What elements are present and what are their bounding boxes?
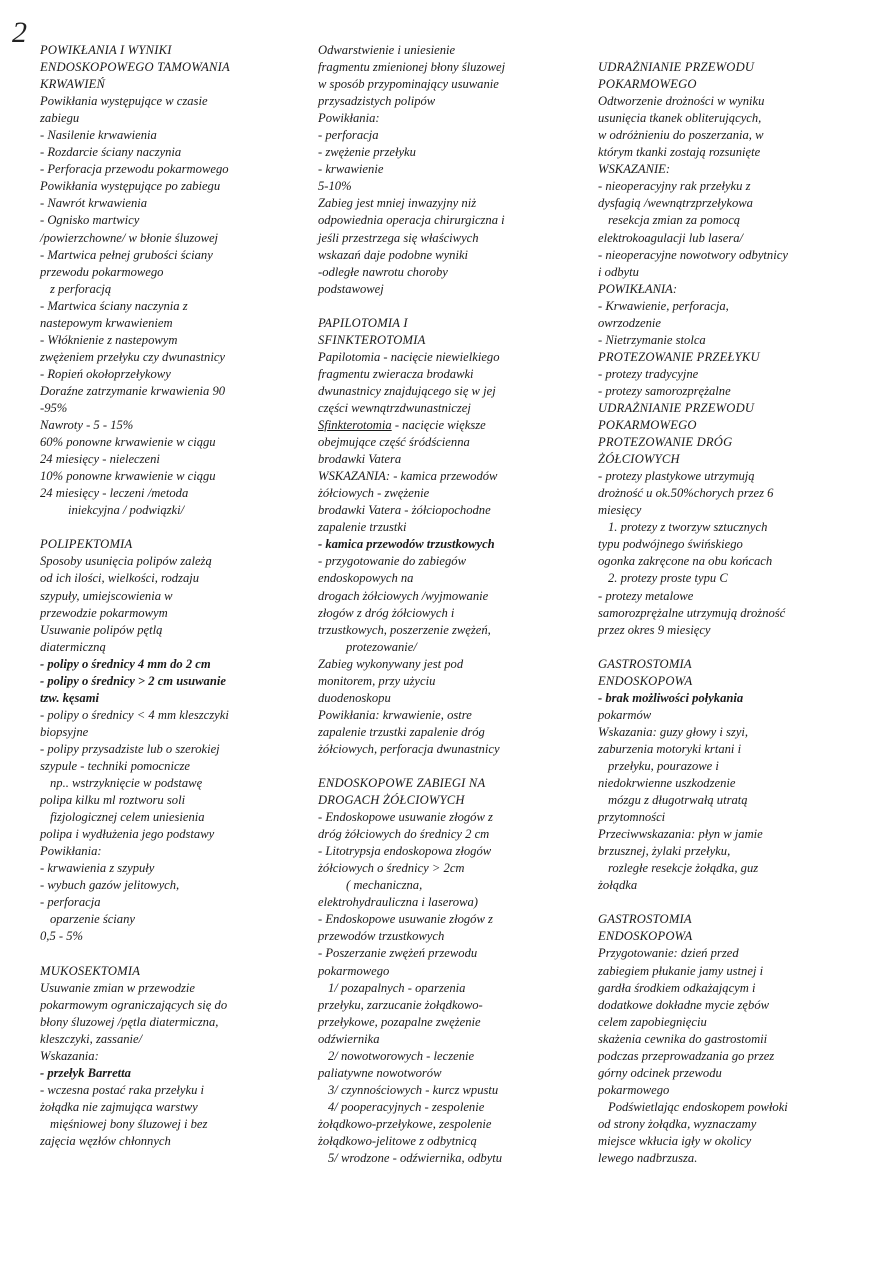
text-line: Powikłania: krwawienie, ostre <box>318 707 472 722</box>
text-line: Papilotomia - nacięcie niewielkiego <box>318 349 500 364</box>
text-line: Usuwanie polipów pętlą <box>40 622 163 637</box>
text-line: - Nasilenie krwawienia <box>40 128 157 143</box>
text-line: - perforacja <box>318 128 379 143</box>
text-line: górny odcinek przewodu <box>598 1065 722 1080</box>
text-line: Sfinkterotomia - nacięcie większe <box>318 418 486 433</box>
text-line: - kamica przewodów trzustkowych <box>318 537 495 552</box>
text-line: Powikłania występujące w czasie <box>40 94 208 109</box>
text-line: żółciowych, perforacja dwunastnicy <box>318 741 500 756</box>
section-heading: PROTEZOWANIE PRZEŁYKU <box>598 349 760 364</box>
text-line: odpowiednia operacja chirurgiczna i <box>318 213 505 228</box>
text-line: np.. wstrzyknięcie w podstawę <box>50 776 203 791</box>
text-line: 5/ wrodzone - odźwiernika, odbytu <box>328 1151 503 1166</box>
text-line: Sposoby usunięcia polipów zależą <box>40 554 212 569</box>
text-line: lewego nadbrzusza. <box>598 1151 698 1166</box>
text-line: miesięcy <box>598 503 642 518</box>
section-heading: UDRAŻNIANIE PRZEWODU <box>598 400 755 415</box>
text-line: - krwawienie <box>318 162 384 177</box>
text-line: - Włóknienie z nastepowym <box>40 332 178 347</box>
text-line: gardła środkiem odkażającym i <box>598 980 756 995</box>
text-line: kleszczyki, zassanie/ <box>40 1031 143 1046</box>
text-line: drożność u ok.50%chorych przez 6 <box>598 486 774 501</box>
section-heading: GASTROSTOMIA <box>598 656 692 671</box>
text-line: pokarmowego <box>598 1082 670 1097</box>
text-line: - polipy o średnicy 4 mm do 2 cm <box>40 656 211 671</box>
section-heading: MUKOSEKTOMIA <box>40 963 141 978</box>
text-line: pokarmowego <box>318 963 390 978</box>
text-line: fragmentu zwieracza brodawki <box>318 366 474 381</box>
text-line: 24 miesięcy - nieleczeni <box>40 452 160 467</box>
text-line: - polipy przysadziste lub o szerokiej <box>40 741 220 756</box>
text-line: zwężeniem przełyku czy dwunastnicy <box>40 349 226 364</box>
page-number: 2 <box>12 16 27 49</box>
text-line: w odróżnieniu do poszerzania, w <box>598 128 764 143</box>
text-line: Odwarstwienie i uniesienie <box>318 43 456 57</box>
text-line: fragmentu zmienionej błony śluzowej <box>318 60 506 75</box>
text-line: - zwężenie przełyku <box>318 145 416 160</box>
text-line: w sposób przypominający usuwanie <box>318 77 499 92</box>
text-line: - Nietrzymanie stolca <box>598 332 706 347</box>
text-line: celem zapobiegnięciu <box>598 1014 707 1029</box>
text-line: oparzenie ściany <box>50 912 135 927</box>
text-line: pokarmów <box>598 707 652 722</box>
text-line <box>598 894 838 911</box>
text-line: przełyku, zarzucanie żołądkowo- <box>318 997 483 1012</box>
text-line: polipa kilku ml roztworu soli <box>40 793 186 808</box>
text-line: - wczesna postać raka przełyku i <box>40 1082 205 1097</box>
text-line: /powierzchowne/ w błonie śluzowej <box>40 230 219 245</box>
text-line: - Krwawienie, perforacja, <box>598 298 729 313</box>
text-line: Odtworzenie drożności w wyniku <box>598 94 765 109</box>
text-column-middle <box>318 42 558 1167</box>
text-line: - Endoskopowe usuwanie złogów z <box>318 810 493 825</box>
text-line: przez okres 9 miesięcy <box>598 622 711 637</box>
text-line: żołądka nie zajmująca warstwy <box>40 1099 198 1114</box>
text-line: - brak możliwości połykania <box>598 690 744 705</box>
text-line: - polipy o średnicy > 2 cm usuwanie <box>40 673 226 688</box>
text-line: przewodzie pokarmowym <box>40 605 168 620</box>
text-line: brodawki Vatera - żółciopochodne <box>318 503 491 518</box>
text-line: - protezy tradycyjne <box>598 366 699 381</box>
text-line: - protezy plastykowe utrzymują <box>598 469 755 484</box>
text-line: od ich ilości, wielkości, rodzaju <box>40 571 200 586</box>
text-line: Wskazania: guzy głowy i szyi, <box>598 724 749 739</box>
text-line: 1/ pozapalnych - oparzenia <box>328 980 466 995</box>
text-line: Przeciwwskazania: płyn w jamie <box>598 827 763 842</box>
text-line: WSKAZANIA: - kamica przewodów <box>318 469 498 484</box>
text-line: owrzodzenie <box>598 315 661 330</box>
text-line: Przygotowanie: dzień przed <box>598 946 739 961</box>
text-column-right <box>598 42 838 1167</box>
text-line: resekcja zmian za pomocą <box>608 213 741 228</box>
text-line: usunięcia tkanek obliterujących, <box>598 111 762 126</box>
text-line: obejmujące część śródścienna <box>318 435 470 450</box>
text-line: - Ropień okołoprzełykowy <box>40 366 171 381</box>
text-line: Powikłania: <box>318 111 380 126</box>
text-line: 1. protezy z tworzyw sztucznych <box>608 520 768 535</box>
text-line: - Perforacja przewodu pokarmowego <box>40 162 229 177</box>
text-line: biopsyjne <box>40 724 89 739</box>
text-line: przełykowe, pozapalne zwężenie <box>318 1014 481 1029</box>
text-line: błony śluzowej /pętla diatermiczna, <box>40 1014 219 1029</box>
text-line: - przygotowanie do zabiegów <box>318 554 466 569</box>
text-line <box>318 298 558 315</box>
text-line: podczas przeprowadzania go przez <box>598 1048 775 1063</box>
text-line: zabiegu <box>40 111 80 126</box>
text-line: -odległe nawrotu choroby <box>318 264 448 279</box>
text-line: iniekcyjna / podwiązki/ <box>68 503 185 518</box>
text-line: ( mechaniczna, <box>346 878 423 893</box>
text-line: paliatywne nowotworów <box>318 1065 442 1080</box>
text-line: POWIKŁANIA: <box>598 281 678 296</box>
text-line: Powikłania: <box>40 844 102 859</box>
text-line: złogów z dróg żółciowych i <box>318 605 455 620</box>
text-line: od strony żołądka, wyznaczamy <box>598 1116 757 1131</box>
text-line: części wewnątrzdwunastniczej <box>318 400 471 415</box>
section-heading: PAPILOTOMIA I <box>318 315 408 330</box>
text-line: - Poszerzanie zwężeń przewodu <box>318 946 478 961</box>
text-line: przysadzistych polipów <box>318 94 436 109</box>
text-line: Powikłania występujące po zabiegu <box>40 179 221 194</box>
section-heading: POWIKŁANIA I WYNIKI <box>40 43 172 57</box>
section-heading: ENDOSKOPOWE ZABIEGI NA <box>318 776 486 791</box>
text-line: szypule - techniki pomocnicze <box>40 758 191 773</box>
text-line: - Martwica ściany naczynia z <box>40 298 188 313</box>
text-line: niedokrwienne uszkodzenie <box>598 776 736 791</box>
text-line: - polipy o średnicy < 4 mm kleszczyki <box>40 707 229 722</box>
text-line: przełyku, pourazowe i <box>608 758 719 773</box>
text-line: wskazań daje podobne wyniki <box>318 247 469 262</box>
text-line: 5-10% <box>318 179 352 194</box>
text-line: dróg żółciowych do średnicy 2 cm <box>318 827 490 842</box>
text-column-left <box>40 42 280 1150</box>
text-line: tzw. kęsami <box>40 690 100 705</box>
text-line: - wybuch gazów jelitowych, <box>40 878 180 893</box>
text-line: zapalenie trzustki zapalenie dróg <box>318 724 485 739</box>
section-heading: GASTROSTOMIA <box>598 912 692 927</box>
text-line: którym tkanki zostają rozsunięte <box>598 145 761 160</box>
text-line: typu podwójnego świńskiego <box>598 537 743 552</box>
section-heading: ENDOSKOPOWA <box>598 673 693 688</box>
text-line: jeśli przestrzega się właściwych <box>318 230 479 245</box>
text-line: 2. protezy proste typu C <box>608 571 728 586</box>
text-line: duodenoskopu <box>318 690 391 705</box>
text-line: przewodów trzustkowych <box>318 929 445 944</box>
section-heading: POLIPEKTOMIA <box>40 537 133 552</box>
text-line: brodawki Vatera <box>318 452 402 467</box>
text-line: Nawroty - 5 - 15% <box>40 418 134 433</box>
text-line: żołądkowo-przełykowe, zespolenie <box>318 1116 492 1131</box>
text-line: 0,5 - 5% <box>40 929 84 944</box>
section-heading: ENDOSKOPOWA <box>598 929 693 944</box>
text-line: nastepowym krwawieniem <box>40 315 173 330</box>
text-line: - krwawienia z szypuły <box>40 861 155 876</box>
text-line: i odbytu <box>598 264 639 279</box>
text-line: dysfagią /wewnątrzprzełykowa <box>598 196 753 211</box>
text-line: dwunastnicy znajdującego się w jej <box>318 383 496 398</box>
text-line: 60% ponowne krwawienie w ciągu <box>40 435 216 450</box>
text-line: zajęcia węzłów chłonnych <box>40 1134 171 1148</box>
section-heading: POKARMOWEGO <box>598 77 697 92</box>
text-line: przytomności <box>598 810 666 825</box>
text-line: - Ognisko martwicy <box>40 213 140 228</box>
text-line: Zabieg jest mniej inwazyjny niż <box>318 196 477 211</box>
text-line: żółciowych - zwężenie <box>318 486 430 501</box>
text-line <box>40 945 280 962</box>
text-line: 4/ pooperacyjnych - zespolenie <box>328 1099 485 1114</box>
text-line: - protezy metalowe <box>598 588 694 603</box>
text-line: szypuły, umiejscowienia w <box>40 588 173 603</box>
text-line: - Litotrypsja endoskopowa złogów <box>318 844 492 859</box>
text-line: 10% ponowne krwawienie w ciągu <box>40 469 216 484</box>
text-line: elektrokoagulacji lub lasera/ <box>598 230 744 245</box>
text-line: żołądkowo-jelitowe z odbytnicą <box>318 1134 477 1148</box>
text-line: skażenia cewnika do gastrostomii <box>598 1031 768 1046</box>
text-line: drogach żółciowych /wyjmowanie <box>318 588 489 603</box>
text-line: - nieoperacyjny rak przełyku z <box>598 179 751 194</box>
text-line: polipa i wydłużenia jego podstawy <box>40 827 215 842</box>
text-line: 2/ nowotworowych - leczenie <box>328 1048 475 1063</box>
text-line: odźwiernika <box>318 1031 380 1046</box>
text-line: przewodu pokarmowego <box>40 264 164 279</box>
text-line: miejsce wkłucia igły w okolicy <box>598 1134 752 1148</box>
text-line: - nieoperacyjne nowotwory odbytnicy <box>598 247 788 262</box>
section-heading: POKARMOWEGO <box>598 418 697 433</box>
text-line: mózgu z długotrwałą utratą <box>608 793 748 808</box>
text-line: - perforacja <box>40 895 101 910</box>
text-line: diatermiczną <box>40 639 106 654</box>
text-line: podstawowej <box>318 281 384 296</box>
section-heading: PROTEZOWANIE DRÓG <box>598 435 733 450</box>
text-line: żółciowych o średnicy > 2cm <box>318 861 465 876</box>
section-heading: KRWAWIEŃ <box>40 77 106 92</box>
text-line: Usuwanie zmian w przewodzie <box>40 980 195 995</box>
text-line: fizjologicznej celem uniesienia <box>50 810 205 825</box>
section-heading: DROGACH ŻÓŁCIOWYCH <box>318 793 465 808</box>
text-line: - Endoskopowe usuwanie złogów z <box>318 912 493 927</box>
text-line <box>598 639 838 656</box>
text-line: - Rozdarcie ściany naczynia <box>40 145 182 160</box>
text-line: trzustkowych, poszerzenie zwężeń, <box>318 622 491 637</box>
text-line: pokarmowym ograniczających się do <box>40 997 228 1012</box>
text-line: zapalenie trzustki <box>318 520 407 535</box>
text-line: monitorem, przy użyciu <box>318 673 436 688</box>
text-line: zaburzenia motoryki krtani i <box>598 741 742 756</box>
text-line: rozległe resekcje żołądka, guz <box>608 861 759 876</box>
text-line: - Martwica pełnej grubości ściany <box>40 247 213 262</box>
text-line: brzusznej, żylaki przełyku, <box>598 844 731 859</box>
section-heading: ENDOSKOPOWEGO TAMOWANIA <box>40 60 230 75</box>
text-line: -95% <box>40 400 68 415</box>
text-line: żołądka <box>598 878 638 893</box>
text-line <box>598 42 838 59</box>
text-line: - protezy samorozprężalne <box>598 383 731 398</box>
text-line: WSKAZANIE: <box>598 162 671 177</box>
text-line: protezowanie/ <box>346 639 417 654</box>
text-line: endoskopowych na <box>318 571 414 586</box>
section-heading: SFINKTEROTOMIA <box>318 332 426 347</box>
text-line: ogonka zakręcone na obu końcach <box>598 554 773 569</box>
text-line: Podświetlając endoskopem powłoki <box>608 1099 788 1114</box>
text-line: Doraźne zatrzymanie krwawienia 90 <box>40 383 226 398</box>
text-line: mięśniowej bony śluzowej i bez <box>50 1116 208 1131</box>
text-line <box>40 519 280 536</box>
section-heading: ŻÓŁCIOWYCH <box>598 452 680 467</box>
text-line: zabiegiem płukanie jamy ustnej i <box>598 963 764 978</box>
text-line: z perforacją <box>50 281 112 296</box>
section-heading: UDRAŻNIANIE PRZEWODU <box>598 60 755 75</box>
text-line: - Nawrót krwawienia <box>40 196 148 211</box>
text-line <box>318 758 558 775</box>
text-line: 3/ czynnościowych - kurcz wpustu <box>328 1082 499 1097</box>
text-line: - przełyk Barretta <box>40 1065 131 1080</box>
text-line: samorozprężalne utrzymują drożność <box>598 605 786 620</box>
text-line: 24 miesięcy - leczeni /metoda <box>40 486 189 501</box>
text-line: Wskazania: <box>40 1048 99 1063</box>
text-line: elektrohydrauliczna i laserowa) <box>318 895 478 910</box>
text-line: dodatkowe dokładne mycie zębów <box>598 997 770 1012</box>
text-line: Zabieg wykonywany jest pod <box>318 656 464 671</box>
